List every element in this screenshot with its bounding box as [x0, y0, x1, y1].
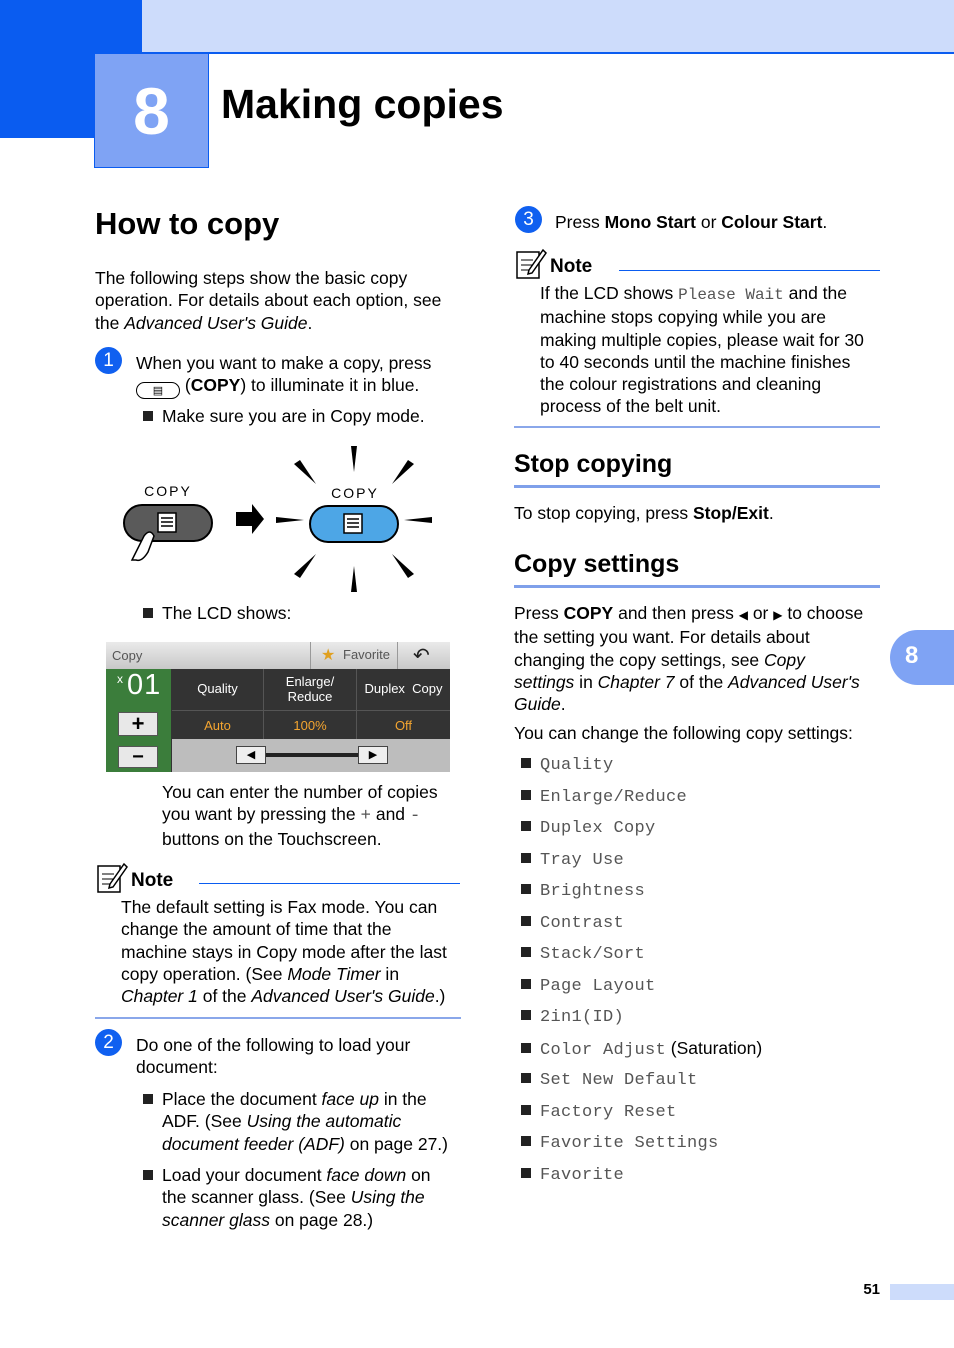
stop-exit-key: Stop/Exit [692, 503, 769, 523]
step-1-text [136, 352, 431, 399]
bullet-ref: Using the automatic [246, 1111, 402, 1132]
intro-paragraph [95, 267, 441, 334]
bullet-ref: Using the [350, 1187, 425, 1208]
bullet-square-icon [521, 1105, 531, 1115]
settings-list [521, 754, 762, 1195]
list-item [521, 912, 762, 944]
lcd-count-value: 01 [127, 669, 162, 701]
settings-ref: Advanced User's [728, 671, 860, 692]
step-3-part: Press [555, 212, 605, 232]
note-line: machine stays in Copy mode after the last [121, 941, 447, 962]
bullet-text: Make sure you are in Copy mode. [162, 406, 425, 426]
note-2-top-rule [619, 270, 880, 271]
period: . [307, 312, 313, 333]
list-item [521, 786, 762, 818]
setting-name: Duplex Copy [540, 819, 656, 838]
settings-ref: Guide [514, 694, 561, 715]
copies-line: You can enter the number of copies [162, 782, 438, 802]
note-line: change the amount of time that the [121, 919, 392, 940]
bullet-square-icon [143, 1170, 153, 1180]
lcd-favorite-label: Favorite [343, 647, 390, 662]
setting-name: Color Adjust [540, 1040, 667, 1060]
note-line: the colour registrations and cleaning [540, 374, 822, 395]
note-1-top-rule [199, 883, 460, 884]
lcd-scroll-track [266, 753, 358, 757]
settings-part: or [747, 603, 774, 623]
list-item [521, 817, 762, 849]
lcd-option-enlarge-reduce[interactable] [264, 669, 357, 739]
step-3-part: . [822, 212, 828, 232]
lcd-option-label: Enlarge/ [285, 674, 335, 689]
setting-name: Stack/Sort [540, 945, 646, 964]
note-1-bottom-rule [95, 1017, 461, 1019]
lcd-option-value: 100% [293, 718, 327, 733]
plus-symbol: + [360, 806, 371, 827]
setting-name: Set New Default [540, 1071, 698, 1090]
settings-change-intro: You can change the following copy settings: [514, 723, 853, 743]
lcd-scroll-right-button[interactable]: ▶ [358, 746, 388, 764]
lcd-option-value: Auto [204, 718, 231, 733]
bullet-text: in the [378, 1089, 427, 1109]
star-icon: ★ [321, 647, 336, 664]
lcd-screen [106, 642, 450, 772]
settings-part: of the [674, 671, 729, 692]
section-heading-copy-settings: Copy settings [514, 550, 680, 578]
copy-label-left: COPY [144, 483, 192, 499]
lcd-scroll-left-button[interactable]: ◀ [236, 746, 266, 764]
list-item [521, 754, 762, 786]
copies-paragraph [162, 781, 438, 850]
bullet-text: on [406, 1165, 431, 1185]
intro-line: operation. For details about each option, see [95, 290, 442, 311]
lcd-title: Copy [112, 648, 143, 663]
step-1-line: When you want to make a copy, press [136, 353, 432, 373]
copy-label-right: COPY [331, 485, 379, 501]
note-line: of the [197, 986, 252, 1007]
settings-intro [514, 602, 863, 715]
bullet-square-icon [521, 1010, 531, 1020]
lcd-option-value: Off [394, 718, 413, 733]
lcd-option-label: Quality [197, 681, 238, 696]
list-item [521, 975, 762, 1007]
stop-part: To stop copying, press [514, 503, 693, 523]
bullet-square-icon [521, 1073, 531, 1083]
settings-part: . [560, 694, 566, 715]
copy-key-illustration [110, 440, 450, 600]
step-1-badge: 1 [95, 347, 122, 374]
note-ref: Mode Timer [287, 963, 381, 984]
note-line: making multiple copies, please wait for 30 [540, 329, 864, 350]
setting-name: Favorite Settings [540, 1134, 719, 1153]
settings-ref: Chapter 7 [597, 671, 675, 692]
step-1-line-end: ) to illuminate it in blue. [240, 375, 420, 396]
copies-line: buttons on the Touchscreen. [162, 828, 382, 849]
section-heading-stop-copying: Stop copying [514, 450, 673, 478]
settings-part: to choose [782, 603, 864, 623]
chapter-number: 8 [133, 74, 170, 148]
stop-text [514, 502, 774, 524]
setting-name: Quality [540, 756, 614, 775]
bullet-square-icon [143, 411, 153, 421]
step-2-line: document: [136, 1057, 218, 1078]
bullet-square-icon [521, 758, 531, 768]
list-item [521, 1164, 762, 1196]
setting-name: Contrast [540, 913, 625, 933]
arrow-right-icon [236, 504, 264, 534]
settings-part: and then press [613, 603, 739, 623]
bullet-ref: document feeder (ADF) [162, 1133, 345, 1154]
bullet-em: face up [321, 1089, 379, 1109]
setting-name: Enlarge/Reduce [540, 787, 688, 807]
intro-line: the [95, 312, 125, 333]
stop-heading-rule [514, 485, 880, 488]
page-number: 51 [863, 1281, 880, 1298]
back-icon: ↶ [413, 645, 430, 667]
note-line: machine stops copying while you are [540, 307, 826, 328]
list-item [521, 943, 762, 975]
list-item [521, 1006, 762, 1038]
note-line: .) [434, 986, 446, 1007]
lcd-divider [172, 710, 450, 711]
bullet-square-icon [521, 979, 531, 989]
colour-start-key: Colour Start [721, 212, 823, 232]
bullet-text: Load your document [162, 1165, 327, 1185]
side-chapter-tab [890, 630, 954, 685]
step-2-bullet-glass [143, 1164, 431, 1231]
header-light-band [142, 0, 954, 52]
note-line: The default setting is Fax mode. You can [121, 897, 438, 917]
note-2-title: Note [550, 256, 593, 277]
side-chapter-tab-number: 8 [905, 642, 919, 669]
bullet-square-icon [143, 608, 153, 618]
copies-and: and [370, 804, 410, 825]
note-ref: Chapter 1 [121, 986, 198, 1007]
lcd-option-label: Reduce [287, 689, 333, 704]
note-pencil-icon [515, 246, 547, 280]
step-2-line: Do one of the following to load your [136, 1035, 411, 1055]
list-item [521, 880, 762, 912]
section-heading-how-to-copy: How to copy [95, 206, 280, 241]
lcd-favorite-button[interactable] [310, 642, 398, 669]
note-line: in [380, 963, 400, 984]
bullet-square-icon [521, 947, 531, 957]
step-2-text [136, 1034, 410, 1079]
note-line: process of the belt unit. [540, 396, 721, 417]
saturation-note: (Saturation) [670, 1037, 763, 1058]
chapter-title: Making copies [221, 81, 504, 127]
bullet-text: Place the document [162, 1089, 322, 1109]
list-item [521, 1132, 762, 1164]
stop-part: . [768, 503, 774, 523]
mono-start-key: Mono Start [604, 212, 696, 232]
lcd-message: Please Wait [678, 286, 784, 304]
note-1-title: Note [131, 870, 174, 891]
plus-icon: + [131, 711, 145, 736]
right-arrow-icon: ▶ [773, 608, 783, 622]
bullet-square-icon [143, 1094, 153, 1104]
list-item [521, 1101, 762, 1133]
lcd-plus-button[interactable] [118, 712, 158, 736]
lcd-bullet [143, 602, 291, 624]
bullet-text: the scanner glass. (See [162, 1187, 351, 1208]
lcd-minus-button[interactable] [118, 746, 158, 768]
bullet-square-icon [521, 1168, 531, 1178]
bullet-ref: scanner glass [162, 1209, 270, 1230]
settings-part: Press [514, 603, 564, 623]
header-line [142, 52, 954, 54]
bullet-square-icon [521, 1043, 531, 1053]
copy-key-icon: ▤ [136, 382, 180, 399]
minus-icon: − [132, 746, 144, 768]
step-3-badge: 3 [515, 206, 542, 233]
note-2-body [540, 282, 864, 418]
lcd-count-prefix: x [117, 672, 123, 686]
step-3-text [555, 211, 827, 233]
bullet-square-icon [521, 853, 531, 863]
note-1-body [121, 896, 447, 1007]
note-line: copy operation. (See [121, 963, 288, 984]
step-2-badge: 2 [95, 1029, 122, 1056]
setting-name: 2in1(ID) [540, 1008, 625, 1027]
bullet-square-icon [521, 821, 531, 831]
setting-name: Favorite [540, 1165, 625, 1185]
bullet-square-icon [521, 916, 531, 926]
bullet-square-icon [521, 884, 531, 894]
note-line: If the LCD shows [540, 283, 679, 303]
bullet-square-icon [521, 790, 531, 800]
intro-line: The following steps show the basic copy [95, 268, 408, 288]
list-item [521, 1038, 762, 1070]
copies-line: you want by pressing the [162, 804, 361, 825]
minus-symbol: - [409, 806, 421, 827]
note-line: to 40 seconds until the machine finishes [540, 351, 851, 372]
bullet-text: The LCD shows: [162, 603, 292, 623]
lcd-back-button[interactable] [397, 642, 450, 669]
setting-name: Page Layout [540, 976, 656, 996]
note-pencil-icon [96, 860, 128, 894]
setting-name: Factory Reset [540, 1102, 677, 1122]
setting-name: Brightness [540, 882, 646, 901]
settings-part: changing the copy settings, see [514, 649, 765, 670]
bullet-text: on page 27.) [344, 1133, 448, 1154]
setting-name: Tray Use [540, 850, 625, 870]
step-1-paren: ( [184, 375, 191, 396]
note-ref: Advanced User's Guide [251, 986, 435, 1007]
note-line: and the [783, 283, 847, 303]
settings-part: in [574, 671, 598, 692]
bullet-text: ADF. (See [162, 1111, 247, 1132]
lcd-option-quality[interactable] [172, 669, 264, 739]
settings-ref: Copy [764, 649, 805, 670]
settings-ref: settings [514, 671, 575, 692]
note-2-bottom-rule [514, 426, 880, 428]
list-item [521, 1069, 762, 1101]
bullet-em: face down [326, 1165, 407, 1185]
lcd-option-label: Duplex Copy [364, 681, 443, 696]
bullet-square-icon [521, 1136, 531, 1146]
step-3-part: or [696, 212, 722, 232]
step-2-bullet-adf [143, 1088, 448, 1155]
list-item [521, 849, 762, 881]
settings-line: the setting you want. For details about [514, 627, 810, 648]
copy-key-ref: COPY [563, 603, 614, 623]
copy-key-label: COPY [190, 375, 241, 396]
settings-heading-rule [514, 585, 880, 588]
left-arrow-icon: ◀ [738, 608, 748, 622]
step-1-bullet [143, 405, 425, 427]
guide-ref: Advanced User's Guide [124, 312, 308, 333]
lcd-option-duplex[interactable] [357, 669, 450, 739]
bullet-text: on page 28.) [269, 1209, 374, 1230]
footer-band [890, 1284, 954, 1300]
